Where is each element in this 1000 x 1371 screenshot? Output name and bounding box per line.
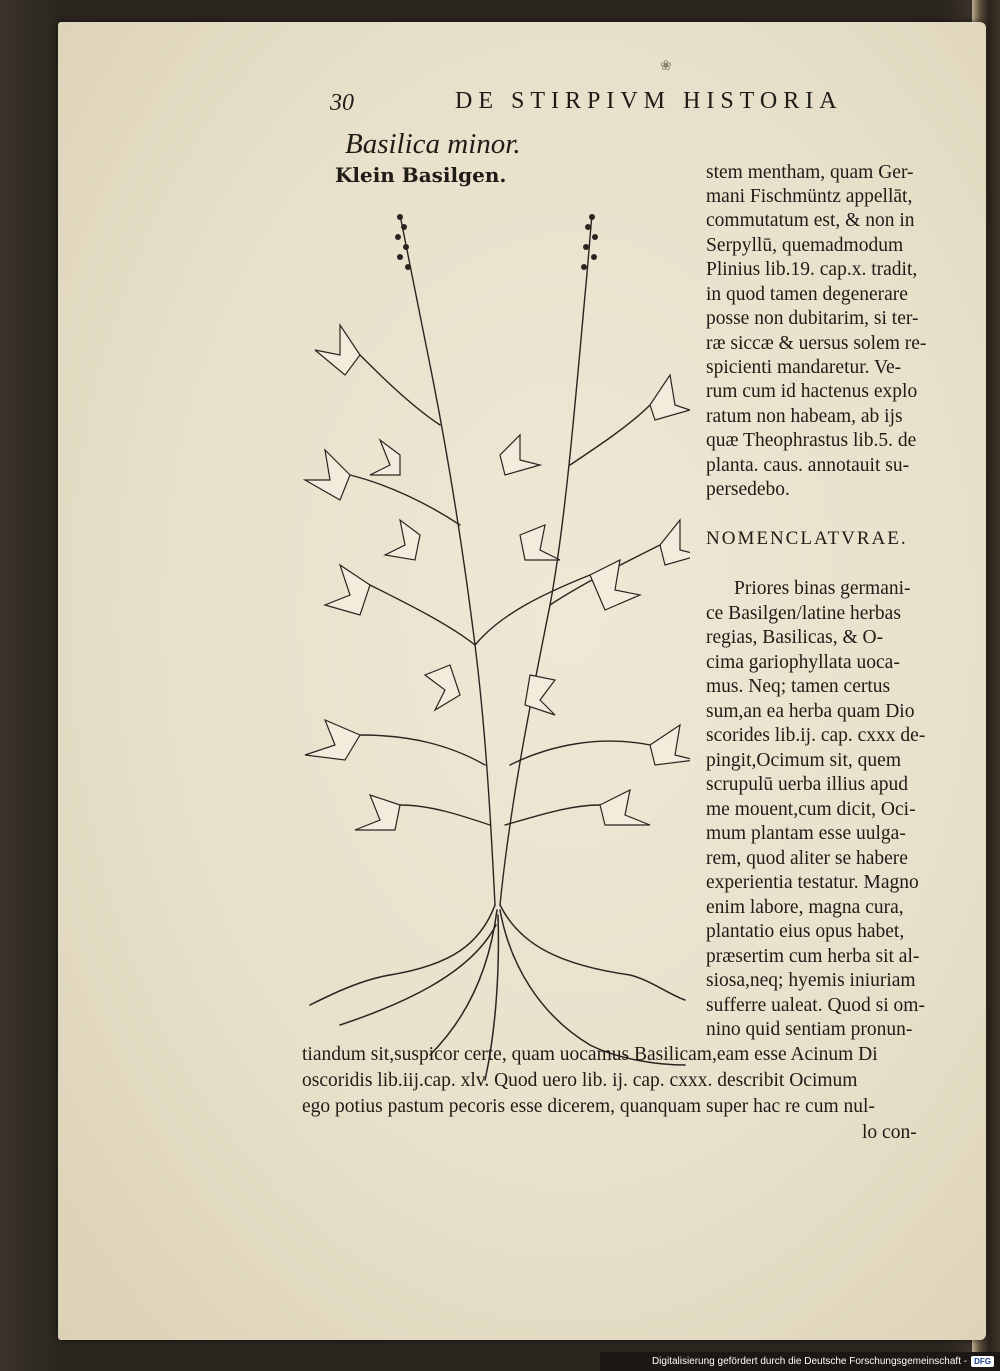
text-line: regias, Basilicas, & O- [706, 627, 884, 648]
basil-woodcut-illustration [300, 205, 690, 1085]
text-line: ræ siccæ & uersus solem re- [706, 333, 927, 354]
running-head: DE STIRPIVM HISTORIA [455, 88, 843, 114]
text-line: me mouent,cum dicit, Oci- [706, 799, 916, 820]
text-line: planta. caus. annotauit su- [706, 455, 910, 476]
footer-credit-text: Digitalisierung gefördert durch die Deutsche Forschungsgemeinschaft - [651, 1356, 968, 1367]
text-line: experientia testatur. Magno [706, 872, 919, 893]
page-number: 30 [330, 90, 354, 116]
text-line: enim labore, magna cura, [706, 897, 904, 918]
text-line: tiandum sit,suspicor certe, quam uocamus Basilicam,eam esse Acinum Di [302, 1044, 878, 1065]
text-line: præsertim cum herba sit al- [706, 946, 920, 967]
text-line: mus. Neq; tamen certus [706, 676, 891, 697]
text-line: commutatum est, & non in [706, 210, 915, 231]
text-line: spicienti mandaretur. Ve- [706, 357, 902, 378]
plant-german-name: Klein Basilgen. [335, 163, 507, 187]
text-line: oscoridis lib.iij.cap. xlv. Quod uero lib. ij. cap. cxxx. describit Ocimum [302, 1070, 858, 1091]
catchword: lo con- [862, 1122, 917, 1143]
plant-latin-name: Basilica minor. [345, 128, 521, 160]
text-line: sum,an ea herba quam Dio [706, 701, 915, 722]
text-line: Serpyllū, quemadmodum [706, 235, 904, 256]
text-line: plantatio eius opus habet, [706, 921, 905, 942]
text-line: siosa,neq; hyemis iniuriam [706, 970, 916, 991]
text-line: scrupulū uerba illius apud [706, 774, 908, 795]
text-line: sufferre ualeat. Quod si om- [706, 995, 925, 1016]
text-line: rum cum id hactenus explo [706, 381, 918, 402]
text-line: stem mentham, quam Ger- [706, 162, 914, 183]
digitization-footer [600, 1352, 1000, 1371]
text-line: mani Fischmüntz appellāt, [706, 186, 913, 207]
text-line: Priores binas germani- [734, 578, 911, 599]
text-line: scorides lib.ij. cap. cxxx de- [706, 725, 926, 746]
printer-mark: ❀ [660, 59, 672, 74]
text-line: in quod tamen degenerare [706, 284, 908, 305]
text-line: ce Basilgen/latine herbas [706, 603, 901, 624]
text-line: cima gariophyllata uoca- [706, 652, 900, 673]
text-line: mum plantam esse uulga- [706, 823, 906, 844]
text-line: nino quid sentiam pronun- [706, 1019, 913, 1040]
section-heading: NOMENCLATVRAE. [706, 528, 908, 549]
text-line: ratum non habeam, ab ijs [706, 406, 903, 427]
text-line: rem, quod aliter se habere [706, 848, 908, 869]
text-line: Plinius lib.19. cap.x. tradit, [706, 259, 918, 280]
text-line: quæ Theophrastus lib.5. de [706, 430, 917, 451]
text-line: ego potius pastum pecoris esse dicerem, quanquam super hac re cum nul- [302, 1096, 875, 1117]
dfg-logo-icon: DFG [971, 1356, 994, 1367]
text-line: posse non dubitarim, si ter- [706, 308, 919, 329]
text-line: persedebo. [706, 479, 790, 500]
text-line: pingit,Ocimum sit, quem [706, 750, 901, 771]
